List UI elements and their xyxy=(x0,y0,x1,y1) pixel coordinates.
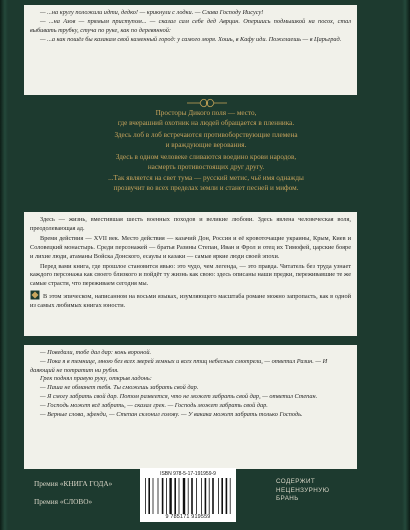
bottom-excerpt-line: — Поведали, тобе дал дар: конь вороной. xyxy=(40,349,152,356)
bottom-excerpt-line: — Я смогу забрать свой дар. Потом развеется, что не может забрать свой дар, — ответил Степан. xyxy=(40,392,318,400)
cover-edge-right xyxy=(402,0,410,530)
bottom-excerpt-line: — Господь может всё забрать, — сказал грек. — Господь может забрать свой дар. xyxy=(40,401,268,409)
bottom-excerpt-line: — Паша не обманет тебя. Ты сможешь забрать свой дар. xyxy=(40,384,199,392)
quote-line: Здесь в одном человеке сливаются воедино крови народов, xyxy=(115,152,297,161)
bottom-excerpt-line: — Верные слова, эфенди, — Степан склонил голову. — У вакака может забрать только Господь. xyxy=(40,410,303,418)
quote-line: где вчерашний охотник на людей обращается в пленника. xyxy=(117,118,295,127)
quote-line: Просторы Дикого поля — место, xyxy=(155,109,257,117)
description-paragraph: Перед вами книга, где прошлое становится явью: это чудо, чем легенда, — это правда. Читатель без труда узнает каждого персонажа как своего близкого и пойдёт ту жизнь как свою: здесь описаны наши предки, переживавшие те же самые страсти, что переживаем сегодня мы. xyxy=(30,262,351,288)
isbn-barcode xyxy=(140,468,236,522)
content-warning-line: НЕЦЕНЗУРНУЮ xyxy=(276,486,330,494)
description-paragraph-text: В этом эпическом, написанном на восьми языках, изумляющего масштаба романе можно запропасть, как в одной из самых любимых книгах юности. xyxy=(30,293,351,310)
tagline-quote xyxy=(36,109,376,196)
top-excerpt-line: — ...на кругу положили идти, дедко! — крикнули с лодки. — Слава Господу Иисусу! xyxy=(40,9,264,16)
description-paragraph-with-icon xyxy=(30,290,351,311)
quote-line: ...Так является на свет тума — русский метис, чьё имя однажды xyxy=(108,174,304,183)
quote-line: и враждующие верования. xyxy=(165,140,247,149)
barcode-bars-icon xyxy=(144,478,232,514)
quote-line: насмерть противостоящих друг другу. xyxy=(147,162,265,171)
bottom-excerpt-line: Грек поднял правую руку, открыв ладонь: xyxy=(40,375,152,383)
barcode-digits: 9 785171 919559 xyxy=(165,514,211,520)
content-warning-line: БРАНЬ xyxy=(276,495,299,503)
award-slovo: Премия «СЛОВО» xyxy=(34,497,93,506)
content-warning-line: СОДЕРЖИТ xyxy=(276,478,316,485)
award-book-of-year: Премия «КНИГА ГОДА» xyxy=(34,479,113,488)
isbn-number: ISBN 978-5-17-191959-9 xyxy=(160,471,216,477)
description-panel xyxy=(24,212,357,336)
quote-line: Здесь лоб в лоб встречаются противоборствующие племена xyxy=(114,130,298,139)
cover-edge-left xyxy=(0,0,8,530)
top-excerpt-panel xyxy=(24,5,357,95)
quote-line: прозвучит во всех пределах земли и станет песней и мифом. xyxy=(113,184,299,193)
bullet-ornament-icon xyxy=(30,290,40,300)
description-paragraph: Здесь — жизнь, вместившая шесть военных походов и великие любови. Здесь явлена человеческая воля, преодолевающая ад. xyxy=(30,216,351,232)
top-excerpt-line: — ...на Азов — прямым приступом... — сказал сам себе дед Аврцин. Опершись подмышкой на посох, стал выбивать трубку, стуча по руке, как по деревянной: xyxy=(30,17,351,34)
content-warning xyxy=(276,478,356,504)
bottom-excerpt-line: — Пока я в темнице, мною без всех зверей земных и всех птиц небесных смотрели, — ответил Разин. — И даяющий не потратит ни рубля. xyxy=(30,357,328,374)
top-excerpt-line: — ...а как пошёл бы казакам свой каменный город: у самого моря. Хошь, в Кафу иди. Пожелаешь — в Царьград. xyxy=(40,35,342,43)
ornament-divider-icon xyxy=(186,97,228,109)
bottom-excerpt-panel xyxy=(24,345,357,469)
description-paragraph: Время действия — XVII век. Место действия — казачий Дон, Россия и её кровоточащие украины, Крым, Киев и Соловецкий монастырь. Среди персонажей — братья Разины Степан, Иван и Фрол и отец их Тимофей, царские бояре и лихие люди, атаманы Войска Донского, есаулы и казаки — самые яркие люди своей эпохи. xyxy=(30,234,351,260)
